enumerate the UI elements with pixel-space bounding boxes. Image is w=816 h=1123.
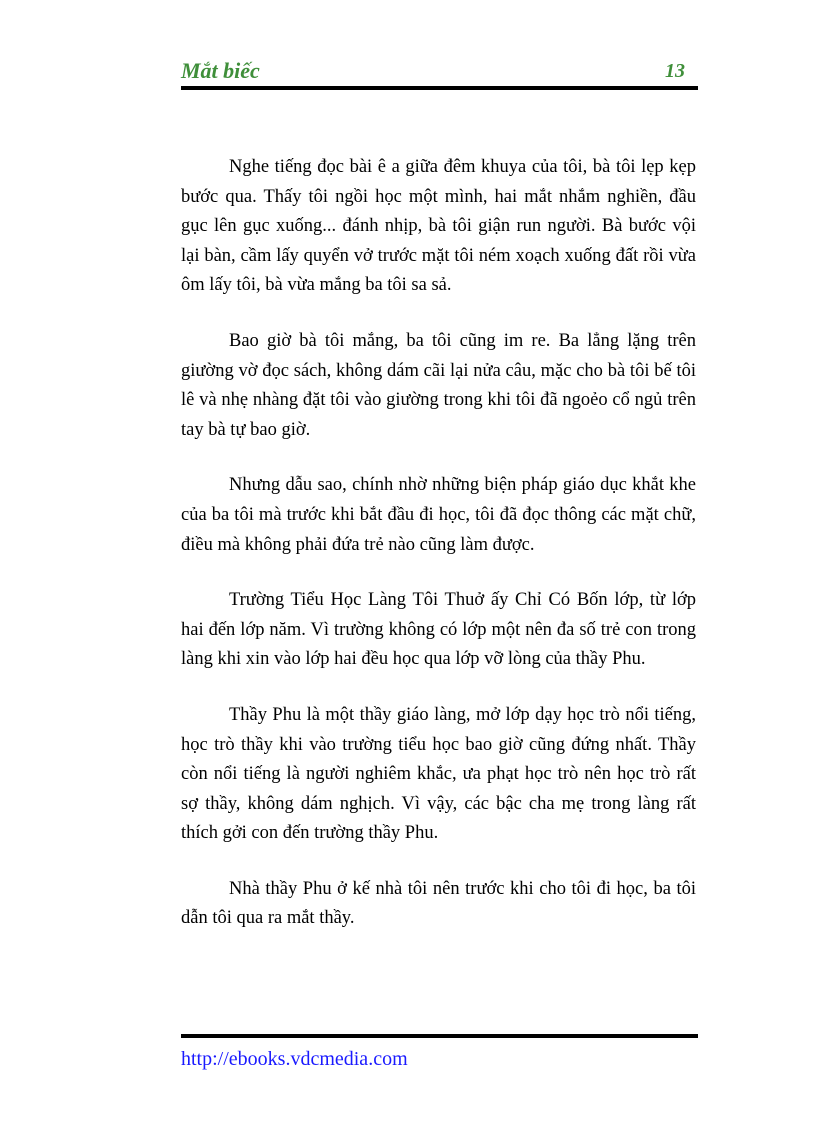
header-rule	[181, 86, 698, 90]
paragraph: Nghe tiếng đọc bài ê a giữa đêm khuya của tôi, bà tôi lẹp kẹp bước qua. Thấy tôi ngồi học một mình, hai mắt nhắm nghiền, đầu gục lên gục xuống... đánh nhịp, bà tôi giận run người. Bà bước vội lại bàn, cầm lấy quyển vở trước mặt tôi ném xoạch xuống đất rồi vừa ôm lấy tôi, bà vừa mắng ba tôi sa sả.	[181, 157, 696, 296]
page-header	[181, 56, 698, 86]
paragraph: Trường Tiểu Học Làng Tôi Thuở ấy Chỉ Có Bốn lớp, từ lớp hai đến lớp năm. Vì trường không có lớp một nên đa số trẻ con trong làng khi xin vào lớp hai đều học qua lớp vỡ lòng của thầy Phu.	[181, 590, 696, 670]
paragraph: Thầy Phu là một thầy giáo làng, mở lớp dạy học trò nổi tiếng, học trò thầy khi vào trường tiểu học bao giờ cũng đứng nhất. Thầy còn nổi tiếng là người nghiêm khắc, ưa phạt học trò nên học trò rất sợ thầy, không dám nghịch. Vì vậy, các bậc cha mẹ trong làng rất thích gởi con đến trường thầy Phu.	[181, 704, 696, 844]
paragraph: Nhà thầy Phu ở kế nhà tôi nên trước khi cho tôi đi học, ba tôi dẫn tôi qua ra mắt thầy.	[181, 878, 696, 929]
footer-link[interactable]: http://ebooks.vdcmedia.com	[181, 1048, 408, 1070]
paragraph: Nhưng dẫu sao, chính nhờ những biện pháp giáo dục khắt khe của ba tôi mà trước khi bắt đầu đi học, tôi đã đọc thông các mặt chữ, điều mà không phải đứa trẻ nào cũng làm được.	[181, 475, 696, 555]
paragraph: Bao giờ bà tôi mắng, ba tôi cũng im re. Ba lẳng lặng trên giường vờ đọc sách, không dám cãi lại nửa câu, mặc cho bà tôi bế tôi lê và nhẹ nhàng đặt tôi vào giường trong khi tôi đã ngoẻo cổ ngủ trên tay bà tự bao giờ.	[181, 330, 696, 440]
book-title: Mắt biếc	[181, 58, 260, 83]
footer-rule	[181, 1034, 698, 1038]
page-number: 13	[665, 60, 685, 82]
body-text	[181, 153, 696, 960]
